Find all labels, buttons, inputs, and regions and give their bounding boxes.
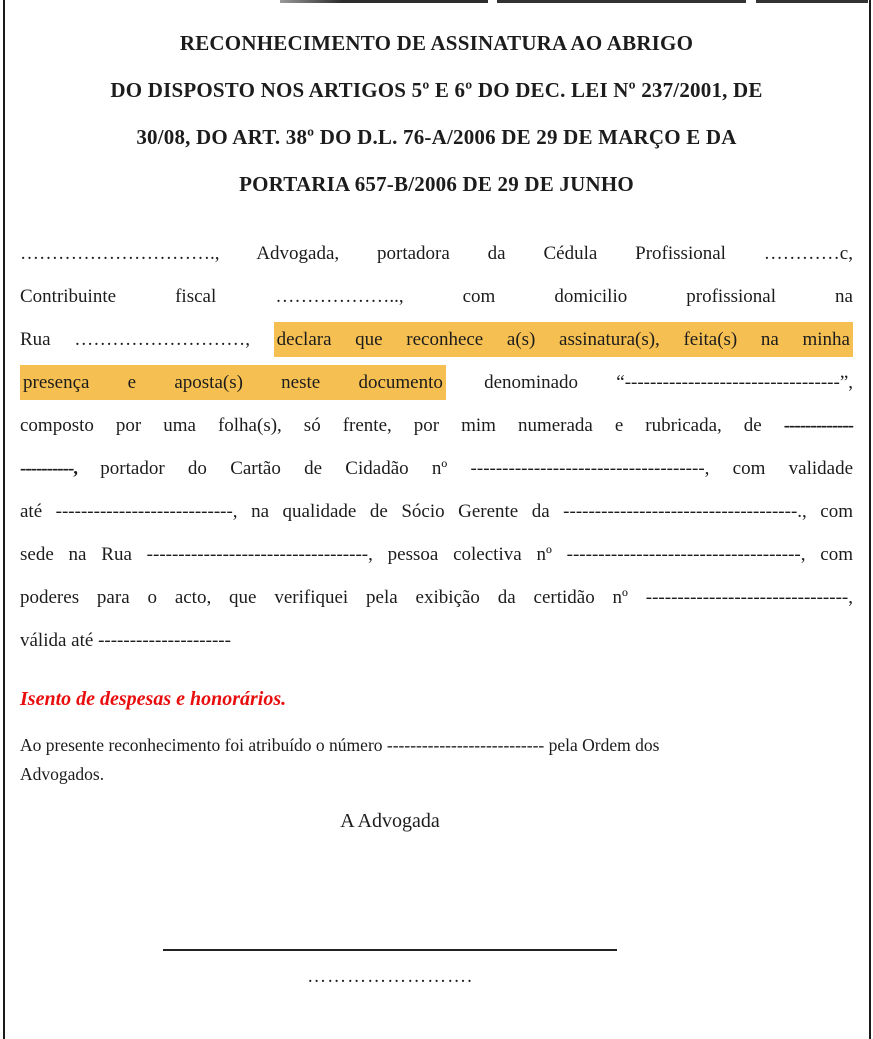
scan-artifact-top-border-segment (756, 0, 868, 3)
signatory-title: A Advogada (340, 810, 440, 832)
signature-line (163, 949, 617, 951)
body-text: composto por uma folha(s), só frente, por mim numerada e rubricada, de (20, 415, 762, 436)
body-line: …………………………., Advogada, portadora da Cédula Profissional …………c, (20, 243, 853, 264)
registry-line: Ao presente reconhecimento foi atribuído o número --------------------------- pela Ordem dos (20, 735, 660, 755)
scan-artifact-top-border-segment (280, 0, 488, 3)
title-line: 30/08, DO ART. 38º DO D.L. 76-A/2006 DE 29 DE MARÇO E DA (136, 125, 737, 149)
highlighted-text: presença e aposta(s) neste documento (20, 365, 446, 400)
scan-artifact-top-border-segment (497, 0, 746, 3)
body-line: válida até --------------------- (20, 630, 231, 651)
body-line: Contribuinte fiscal ……………….., com domicilio profissional na (20, 286, 853, 307)
registry-number-paragraph (20, 731, 840, 789)
title-line: PORTARIA 657-B/2006 DE 29 DE JUNHO (239, 172, 634, 196)
highlighted-text: declara que reconhece a(s) assinatura(s), feita(s) na minha (274, 322, 853, 357)
page-frame-left-border (3, 0, 5, 1039)
declaration-paragraph (20, 232, 853, 662)
body-line: até ----------------------------, na qualidade de Sócio Gerente da -------------------------------------., com (20, 501, 853, 522)
body-text: Rua ………………………, (20, 329, 251, 350)
body-line (20, 318, 853, 361)
body-line: poderes para o acto, que verifiquei pela exibição da certidão nº --------------------------------, (20, 587, 853, 608)
body-line: sede na Rua -----------------------------------, pessoa colectiva nº -------------------------------------, com (20, 544, 853, 565)
body-line (20, 404, 853, 447)
body-text: denominado “----------------------------------”, (484, 372, 854, 393)
body-text: portador do Cartão de Cidadão nº -------------------------------------, com validade (100, 458, 853, 479)
registry-line: Advogados. (20, 764, 105, 784)
page-frame-right-border (869, 0, 871, 1039)
title-line: DO DISPOSTO NOS ARTIGOS 5º E 6º DO DEC. LEI Nº 237/2001, DE (110, 78, 763, 102)
body-line (20, 361, 853, 404)
bold-dash-blank: ----------, (20, 458, 78, 479)
body-line (20, 447, 853, 490)
exemption-notice: Isento de despesas e honorários. (20, 688, 287, 710)
document-title (20, 20, 853, 208)
bold-dash-blank: ------------- (783, 415, 854, 436)
signature-name-placeholder: ……………………. (307, 966, 473, 987)
title-line: RECONHECIMENTO DE ASSINATURA AO ABRIGO (179, 31, 694, 55)
